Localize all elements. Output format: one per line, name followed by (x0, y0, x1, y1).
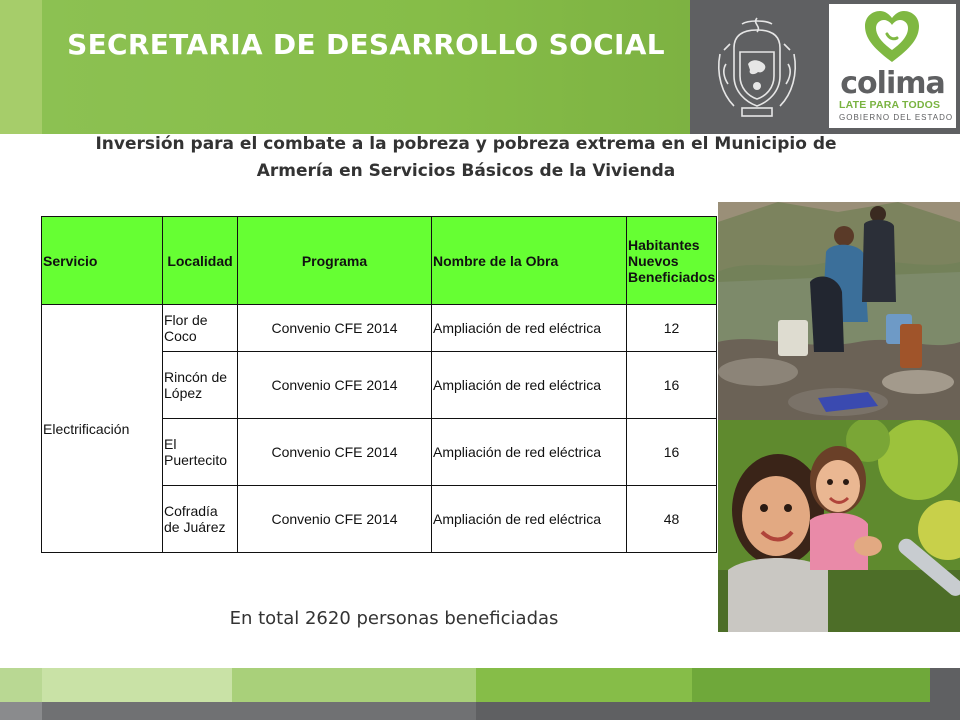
footer-bar (0, 668, 960, 720)
girls-water-photo (718, 420, 960, 632)
cell-habitantes: 48 (627, 486, 717, 553)
state-seal-icon (712, 14, 802, 120)
total-beneficiaries: En total 2620 personas beneficiadas (229, 608, 559, 629)
table-header-row (42, 217, 717, 305)
slide-subtitle (40, 131, 892, 185)
river-washing-photo (718, 202, 960, 420)
subtitle-line-1: Inversión para el combate a la pobreza y pobreza extrema en el Municipio de (95, 134, 837, 154)
header-programa: Programa (238, 217, 432, 305)
header-localidad: Localidad (163, 217, 238, 305)
cell-programa: Convenio CFE 2014 (238, 419, 432, 486)
cell-habitantes: 12 (627, 305, 717, 352)
header-servicio: Servicio (42, 217, 163, 305)
cell-programa: Convenio CFE 2014 (238, 305, 432, 352)
header-habitantes: Habitantes Nuevos Beneficiados (627, 217, 717, 305)
header-nombre-obra: Nombre de la Obra (432, 217, 627, 305)
logo-subline: GOBIERNO DEL ESTADO (839, 113, 954, 122)
cell-obra: Ampliación de red eléctrica (432, 352, 627, 419)
page-title: SECRETARIA DE DESARROLLO SOCIAL (67, 28, 665, 61)
cell-obra: Ampliación de red eléctrica (432, 419, 627, 486)
cell-programa: Convenio CFE 2014 (238, 486, 432, 553)
header-green-band (42, 0, 690, 134)
cell-localidad: Flor de Coco (163, 305, 238, 352)
table-row (42, 305, 717, 352)
cell-obra: Ampliación de red eléctrica (432, 486, 627, 553)
cell-localidad: Cofradía de Juárez (163, 486, 238, 553)
heart-logo-icon (829, 4, 956, 66)
header-bar (0, 0, 960, 134)
cell-habitantes: 16 (627, 419, 717, 486)
logo-word: colima (840, 66, 945, 101)
cell-localidad: El Puertecito (163, 419, 238, 486)
investment-table (41, 216, 717, 553)
subtitle-line-2: Armería en Servicios Básicos de la Vivienda (256, 161, 676, 181)
cell-programa: Convenio CFE 2014 (238, 352, 432, 419)
colima-logo (829, 4, 956, 128)
cell-localidad: Rincón de López (163, 352, 238, 419)
service-cell: Electrificación (42, 305, 163, 553)
cell-habitantes: 16 (627, 352, 717, 419)
header-accent-strip (0, 0, 42, 134)
logo-tagline: LATE PARA TODOS (839, 99, 941, 111)
cell-obra: Ampliación de red eléctrica (432, 305, 627, 352)
